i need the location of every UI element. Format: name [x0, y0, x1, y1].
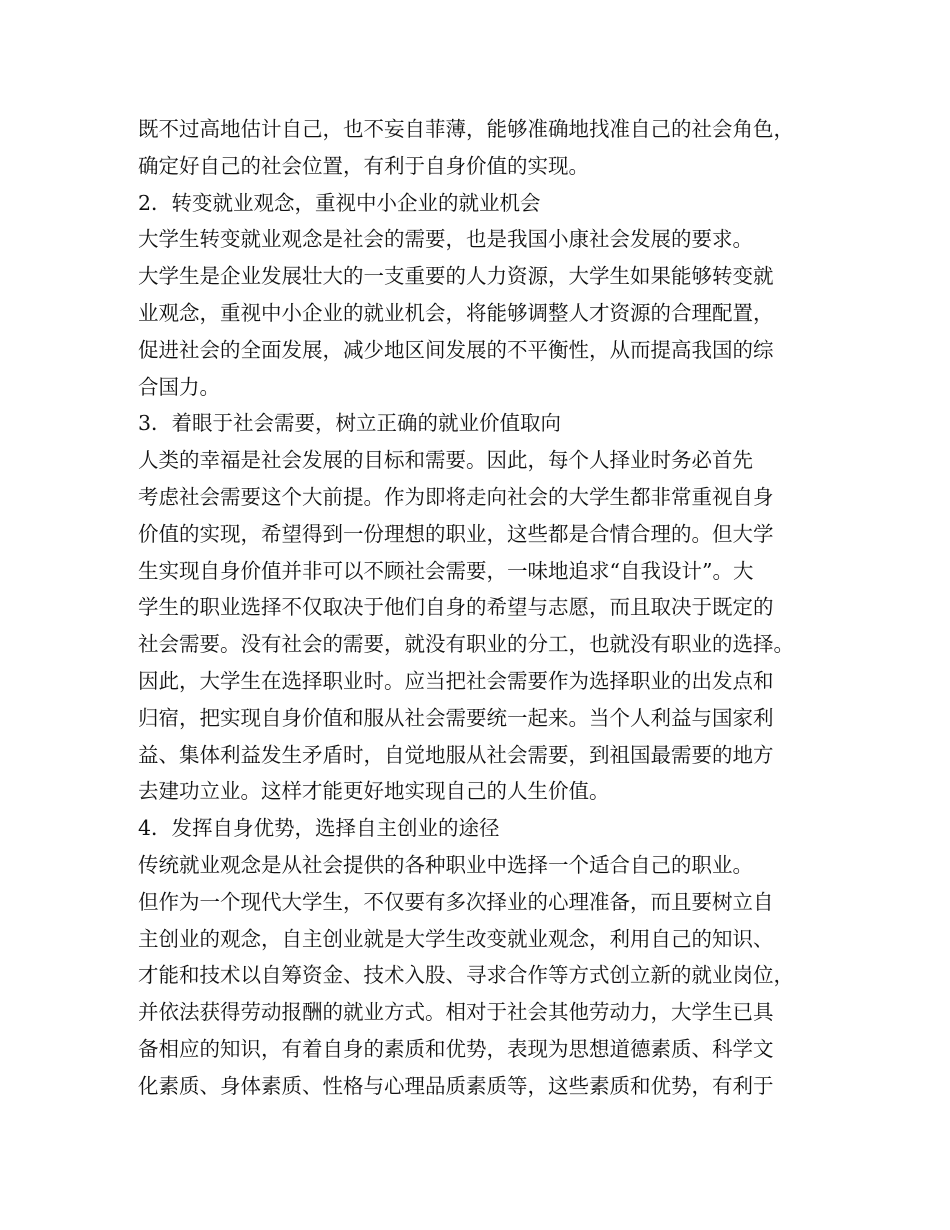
text-line-17: 归宿，把实现自身价值和服从社会需要统一起来。当个人利益与国家利 [138, 705, 774, 730]
text-line-27: 化素质、身体素质、性格与心理品质素质等，这些素质和优势，有利于 [138, 1073, 774, 1098]
text-line-14: 学生的职业选择不仅取决于他们自身的希望与志愿，而且取决于既定的 [138, 595, 774, 620]
text-line-2: 确定好自己的社会位置，有利于自身价值的实现。 [138, 153, 589, 178]
body-text [138, 111, 828, 1105]
text-line-23: 主创业的观念，自主创业就是大学生改变就业观念，利用自己的知识、 [138, 926, 774, 951]
text-line-11: 考虑社会需要这个大前提。作为即将走向社会的大学生都非常重视自身 [138, 484, 774, 509]
section-heading-4: 4．发挥自身优势，选择自主创业的途径 [138, 816, 500, 841]
text-line-25: 并依法获得劳动报酬的就业方式。相对于社会其他劳动力，大学生已具 [138, 1000, 774, 1025]
text-line-22: 但作为一个现代大学生，不仅要有多次择业的心理准备，而且要树立自 [138, 889, 774, 914]
text-line-18: 益、集体利益发生矛盾时，自觉地服从社会需要，到祖国最需要的地方 [138, 742, 774, 767]
text-line-16: 因此，大学生在选择职业时。应当把社会需要作为选择职业的出发点和 [138, 668, 774, 693]
text-line-6: 业观念，重视中小企业的就业机会，将能够调整人才资源的合理配置， [138, 300, 774, 325]
text-line-1: 既不过高地估计自己，也不妄自菲薄，能够准确地找准自己的社会角色， [138, 117, 794, 141]
text-line-10: 人类的幸福是社会发展的目标和需要。因此，每个人择业时务必首先 [138, 448, 753, 473]
text-line-21: 传统就业观念是从社会提供的各种职业中选择一个适合自己的职业。 [138, 852, 753, 877]
section-heading-2: 2．转变就业观念，重视中小企业的就业机会 [138, 190, 541, 215]
text-line-4: 大学生转变就业观念是社会的需要，也是我国小康社会发展的要求。 [138, 227, 753, 252]
text-line-24: 才能和技术以自筹资金、技术入股、寻求合作等方式创立新的就业岗位， [138, 963, 794, 988]
text-line-7: 促进社会的全面发展，减少地区间发展的不平衡性，从而提高我国的综 [138, 337, 774, 362]
text-line-13: 生实现自身价值并非可以不顾社会需要，一味地追求“自我设计”。大 [138, 558, 754, 583]
text-line-26: 备相应的知识，有着自身的素质和优势，表现为思想道德素质、科学文 [138, 1036, 774, 1061]
text-line-12: 价值的实现，希望得到一份理想的职业，这些都是合情合理的。但大学 [138, 521, 774, 546]
text-line-15: 社会需要。没有社会的需要，就没有职业的分工，也就没有职业的选择。 [138, 632, 794, 657]
section-heading-3: 3．着眼于社会需要，树立正确的就业价值取向 [138, 411, 562, 436]
text-line-8: 合国力。 [138, 374, 220, 399]
text-line-19: 去建功立业。这样才能更好地实现自己的人生价值。 [138, 779, 610, 804]
text-line-5: 大学生是企业发展壮大的一支重要的人力资源，大学生如果能够转变就 [138, 264, 774, 289]
